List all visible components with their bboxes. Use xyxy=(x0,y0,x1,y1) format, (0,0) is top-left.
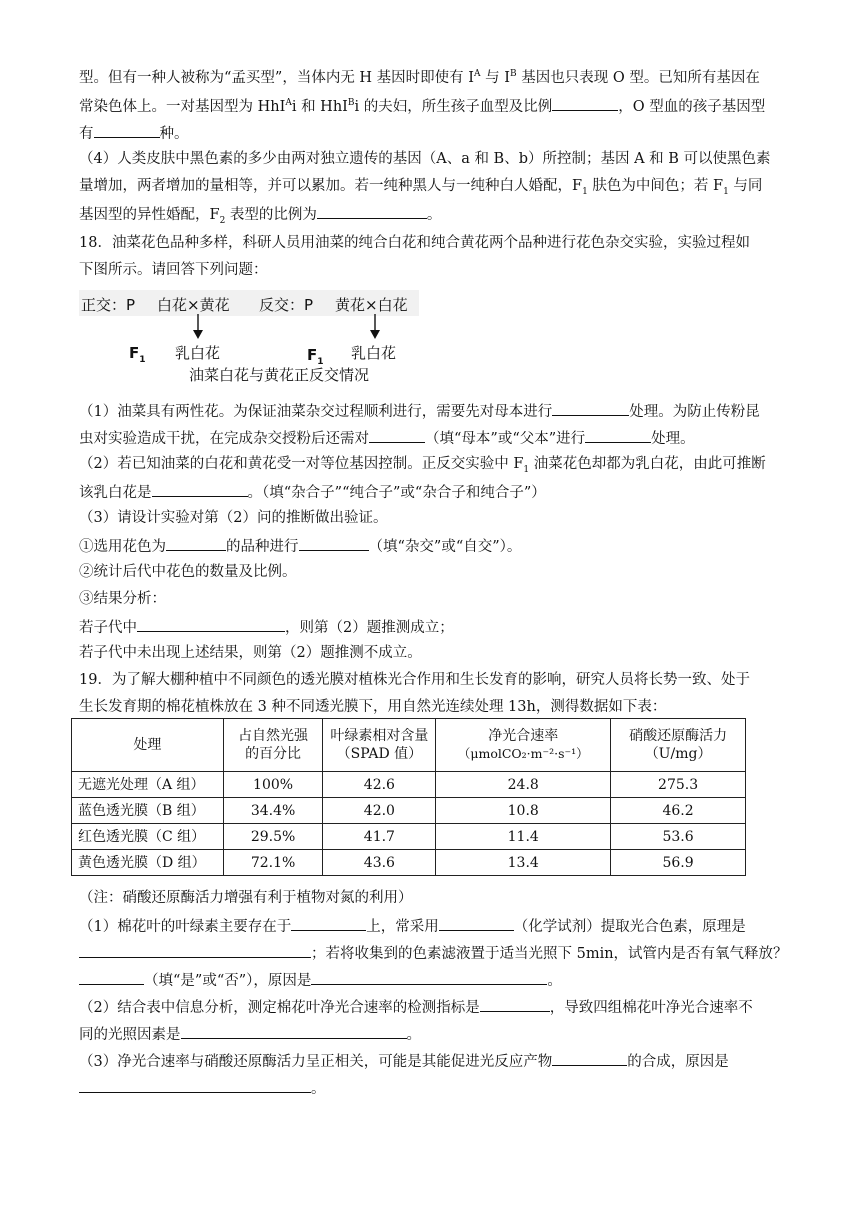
q18-p3-line-6: 若子代中未出现上述结果，则第（2）题推测不成立。 xyxy=(79,645,422,661)
table-cell: 41.7 xyxy=(323,824,436,850)
table-row xyxy=(72,798,746,824)
table-cell: 43.6 xyxy=(323,850,436,876)
f1-label-right: $F_1$ xyxy=(307,346,324,367)
answer-blank[interactable] xyxy=(552,1051,627,1066)
answer-blank[interactable] xyxy=(181,1024,407,1039)
table-header-cell: 处理 xyxy=(72,719,224,772)
q17-part4-line-2: 量增加，两者增加的量相等，并可以累加。若一纯种黑人与一纯种白人婚配，$F_1$ 肤色为中间色；若 $F_1$ 与同 xyxy=(79,178,763,197)
q19-p3-line-1: （3）净光合速率与硝酸还原酶活力呈正相关，可能是其能促进光反应产物 的合成，原因是 xyxy=(79,1051,729,1071)
q18-intro-line-1: 18．油菜花色品种多样，科研人员用油菜的纯合白花和纯合黄花两个品种进行花色杂交实验，实验过程如 xyxy=(79,235,750,251)
table-cell: 29.5% xyxy=(223,824,323,850)
q19-p1-line-3: （填“是”或“否”），原因是 。 xyxy=(79,970,562,990)
table-header-cell: 占自然光强 的百分比 xyxy=(223,719,323,772)
table-cell: 275.3 xyxy=(611,772,746,798)
q18-p3-line-5: 若子代中 ，则第（2）题推测成立； xyxy=(79,617,454,637)
table-cell: 13.4 xyxy=(436,850,611,876)
q17-line-3: 有 种。 xyxy=(79,123,189,143)
q19-note: （注：硝酸还原酶活力增强有利于植物对氮的利用） xyxy=(79,890,413,906)
table-cell: 蓝色透光膜（B 组） xyxy=(72,798,224,824)
table-cell: 53.6 xyxy=(611,824,746,850)
answer-blank[interactable] xyxy=(311,970,547,985)
q19-p1-line-2: ；若将收集到的色素滤液置于适当光照下 5min，试管内是否有氧气释放？ xyxy=(79,943,788,963)
q17-line-1: 型。但有一种人被称为“孟买型”，当体内无 H 基因时即使有 $I^A$ 与 $I^B$ 基因也只表现 O 型。已知所有基因在 xyxy=(79,69,760,86)
table-cell: 46.2 xyxy=(611,798,746,824)
answer-blank[interactable] xyxy=(299,536,369,551)
answer-blank[interactable] xyxy=(152,482,248,497)
answer-blank[interactable] xyxy=(369,428,425,443)
answer-blank[interactable] xyxy=(439,916,514,931)
answer-blank[interactable] xyxy=(552,96,618,111)
table-header-cell: 净光合速率 （μmolCO₂·m⁻²·s⁻¹） xyxy=(436,719,611,772)
table-row xyxy=(72,772,746,798)
table-cell: 42.6 xyxy=(323,772,436,798)
zheng-cross: 白花×黄花 xyxy=(157,296,230,314)
table-cell: 56.9 xyxy=(611,850,746,876)
table-header-cell: 叶绿素相对含量 （SPAD 值） xyxy=(323,719,436,772)
answer-blank[interactable] xyxy=(585,428,651,443)
cross-diagram xyxy=(79,290,419,385)
answer-blank[interactable] xyxy=(79,970,144,985)
q19-intro-line-1: 19．为了解大棚种植中不同颜色的透光膜对植株光合作用和生长发育的影响，研究人员将长势一致、处于 xyxy=(79,672,750,688)
table-cell: 无遮光处理（A 组） xyxy=(72,772,224,798)
table-header-row xyxy=(72,719,746,772)
answer-blank[interactable] xyxy=(317,204,427,219)
q17-part4-line-1: （4）人类皮肤中黑色素的多少由两对独立遗传的基因（A、a 和 B、b）所控制；基因 A 和 B 可以使黑色素 xyxy=(79,151,771,167)
q18-p2-line-2: 该乳白花是 。（填“杂合子”“纯合子”或“杂合子和纯合子”） xyxy=(79,482,546,502)
table-cell: 42.0 xyxy=(323,798,436,824)
table-cell: 34.4% xyxy=(223,798,323,824)
answer-blank[interactable] xyxy=(79,943,311,958)
table-cell: 72.1% xyxy=(223,850,323,876)
q19-intro-line-2: 生长发育期的棉花植株放在 3 种不同透光膜下，用自然光连续处理 13h，测得数据如下表： xyxy=(79,699,667,715)
f1-result-left: 乳白花 xyxy=(175,344,221,362)
diagram-caption: 油菜白花与黄花正反交情况 xyxy=(189,366,370,384)
table-row xyxy=(72,824,746,850)
q19-p3-line-2: 。 xyxy=(79,1078,326,1098)
f1-label-left: $F_1$ xyxy=(129,344,146,365)
f1-result-right: 乳白花 xyxy=(351,344,397,362)
table-cell: 红色透光膜（C 组） xyxy=(72,824,224,850)
q18-intro-line-2: 下图所示。请回答下列问题： xyxy=(79,262,268,278)
q18-p3-line-2: ①选用花色为 的品种进行 （填“杂交”或“自交”）。 xyxy=(79,536,521,556)
table-header-cell: 硝酸还原酶活力 （U/mg） xyxy=(611,719,746,772)
q18-p3-line-3: ②统计后代中花色的数量及比例。 xyxy=(79,564,297,580)
q18-p1-line-2: 虫对实验造成干扰，在完成杂交授粉后还需对 （填“母本”或“父本”进行 处理。 xyxy=(79,428,695,448)
table-cell: 100% xyxy=(223,772,323,798)
table-cell: 11.4 xyxy=(436,824,611,850)
answer-blank[interactable] xyxy=(79,1078,311,1093)
q19-p2-line-1: （2）结合表中信息分析，测定棉花叶净光合速率的检测指标是 ，导致四组棉花叶净光合速率不 xyxy=(79,997,753,1017)
table-cell: 黄色透光膜（D 组） xyxy=(72,850,224,876)
q19-p2-line-2: 同的光照因素是 。 xyxy=(79,1024,421,1044)
q18-p3-line-4: ③结果分析： xyxy=(79,591,166,607)
fan-label: 反交：P xyxy=(259,296,314,314)
table-cell: 24.8 xyxy=(436,772,611,798)
data-table xyxy=(71,718,746,876)
fan-cross: 黄花×白花 xyxy=(335,296,408,314)
zheng-label: 正交：P xyxy=(81,296,136,314)
q18-p2-line-1: （2）若已知油菜的白花和黄花受一对等位基因控制。正反交实验中 $F_1$ 油菜花色却都为乳白花，由此可推断 xyxy=(79,456,766,475)
q17-line-2: 常染色体上。一对基因型为 HhI$^A$i 和 HhI$^B$i 的夫妇，所生孩子血型及比例 ，O 型血的孩子基因型 xyxy=(79,96,765,116)
answer-blank[interactable] xyxy=(137,617,285,632)
answer-blank[interactable] xyxy=(552,401,629,416)
answer-blank[interactable] xyxy=(166,536,226,551)
answer-blank[interactable] xyxy=(291,916,366,931)
q17-part4-line-3: 基因型的异性婚配，$F_2$ 表型的比例为 。 xyxy=(79,204,441,224)
table-row xyxy=(72,850,746,876)
q19-p1-line-1: （1）棉花叶的叶绿素主要存在于 上，常采用 （化学试剂）提取光合色素，原理是 xyxy=(79,916,746,936)
q18-p3-line-1: （3）请设计实验对第（2）问的推断做出验证。 xyxy=(79,510,388,526)
answer-blank[interactable] xyxy=(94,123,160,138)
answer-blank[interactable] xyxy=(480,997,550,1012)
q18-p1-line-1: （1）油菜具有两性花。为保证油菜杂交过程顺利进行，需要先对母本进行 处理。为防止传粉昆 xyxy=(79,401,760,421)
table-cell: 10.8 xyxy=(436,798,611,824)
